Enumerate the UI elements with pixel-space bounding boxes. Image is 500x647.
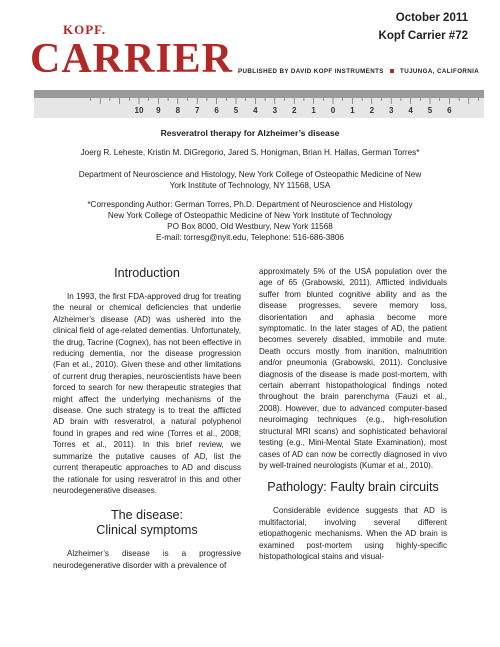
ruler-number: 10	[134, 106, 144, 115]
ruler-number: 3	[388, 106, 394, 115]
introduction-paragraph: In 1993, the first FDA-approved drug for treating the neural or chemical deficiencies that underlie Alzheimer’s disease (AD) was ushered into the clinical field of age-related dementias. Unfortunately, the drug, Tacrine (Cognex), has not been effective in reducing dementia, nor the disease progression (Fan et al., 2010). Given these and other limitations of current drug therapies, neuroscientists have been forced to search for new therapeutic strategies that might affect the underlying mechanisms of the disease. One such strategy is to treat the afflicted AD brain with resveratrol, a natural polyphenol found in grapes and red wine (Torres et al., 2008; Torres et al., 2011). In this brief review, we summarize the putative causes of AD, list the current therapeutic approaches to AD and discuss the rationale for using resveratrol in this and other neurodegenerative diseases.	[53, 292, 241, 495]
corr-line-3: PO Box 8000, Old Westbury, New York 11568	[167, 222, 333, 231]
author-list: Joerg R. Leheste, Kristin M. DiGregorio, Jared S. Honigman, Brian H. Hallas, German Torres*	[80, 148, 420, 157]
ruler-number: 5	[233, 106, 239, 115]
right-column	[259, 266, 447, 562]
ruler-graphic	[34, 90, 484, 118]
pathology-paragraph: Considerable evidence suggests that AD is multifactorial, involving several different etiopathogenic mechanisms. When the AD brain is examined post-mortem using highly-specific histopathological stains and visual-	[259, 506, 447, 561]
affiliation-line-1: Department of Neuroscience and Histology, New York College of Osteopathic Medicine of New	[78, 170, 422, 179]
corr-line-2: New York College of Osteopathic Medicine of New York Institute of Technology	[107, 211, 393, 220]
location-text: TUJUNGA, CALIFORNIA	[400, 68, 480, 75]
ruler-number: 7	[194, 106, 200, 115]
logo-carrier: CARRIER	[30, 36, 234, 82]
ruler-number: 1	[311, 106, 316, 115]
ruler-number: 5	[427, 106, 433, 115]
ruler-number: 6	[214, 106, 219, 115]
introduction-heading: Introduction	[114, 266, 180, 280]
ruler-top-band	[34, 90, 484, 98]
left-column	[53, 266, 241, 571]
issue-number: Kopf Carrier #72	[378, 30, 468, 42]
disease-heading-line-2: Clinical symptoms	[96, 523, 198, 538]
logo-kopf: KOPF.	[63, 22, 107, 37]
ruler-number: 0	[330, 106, 336, 115]
disease-heading	[53, 508, 241, 538]
symptoms-paragraph: approximately 5% of the USA population over the age of 65 (Grabowski, 2011). Afflicted individuals suffer from blunted cognitive ability and as the disease progresses, severe memory loss, disorientation and aphasia become more symptomatic. In the later stages of AD, the patient becomes severely disabled, immobile and mute. Death occurs mostly from inanition, malnutrition and/or pneumonia (Grabowski, 2011). Conclusive diagnosis of the disease is made post-mortem, with certain aberrant histopathological findings noted throughout the brain parenchyma (Fauzi et al., 2008). However, due to advanced computer-based neuroimaging techniques (e.g., high-resolution structural MRI scans) and sophisticated behavioral testing (e.g., Mini-Mental State Examination), most cases of AD can now be correctly diagnosed in vivo by well-trained neurologists (Kumar et al., 2010).	[259, 267, 447, 470]
disease-paragraph: Alzheimer’s disease is a progressive neurodegenerative disorder with a prevalence of	[53, 549, 241, 570]
affiliation-line-2: York Institute of Technology, NY 11568, USA	[169, 181, 331, 190]
ruler-number: 6	[447, 106, 452, 115]
corr-line-1: *Corresponding Author: German Torres, Ph.D. Department of Neuroscience and Histology	[87, 200, 413, 209]
ruler-number: 9	[156, 106, 161, 115]
ruler-number: 1	[350, 106, 355, 115]
ruler-number: 8	[175, 106, 181, 115]
pathology-heading: Pathology: Faulty brain circuits	[267, 480, 439, 495]
ruler-number: 2	[369, 106, 375, 115]
corr-line-4: E-mail: torresg@nyit.edu, Telephone: 516-686-3806	[156, 233, 344, 242]
article-title: Resveratrol therapy for Alzheimer’s disease	[160, 128, 340, 138]
issue-date: October 2011	[395, 12, 468, 24]
disease-heading-line-1: The disease:	[110, 508, 184, 523]
ruler-number: 4	[408, 106, 413, 115]
corresponding-author	[40, 199, 460, 243]
separator-square-icon	[390, 69, 394, 73]
ruler-number: 2	[291, 106, 297, 115]
publisher-text: PUBLISHED BY DAVID KOPF INSTRUMENTS	[238, 68, 384, 75]
publisher-line	[238, 68, 479, 75]
ruler-number: 4	[253, 106, 258, 115]
affiliation	[40, 169, 460, 191]
ruler-number: 3	[272, 106, 278, 115]
